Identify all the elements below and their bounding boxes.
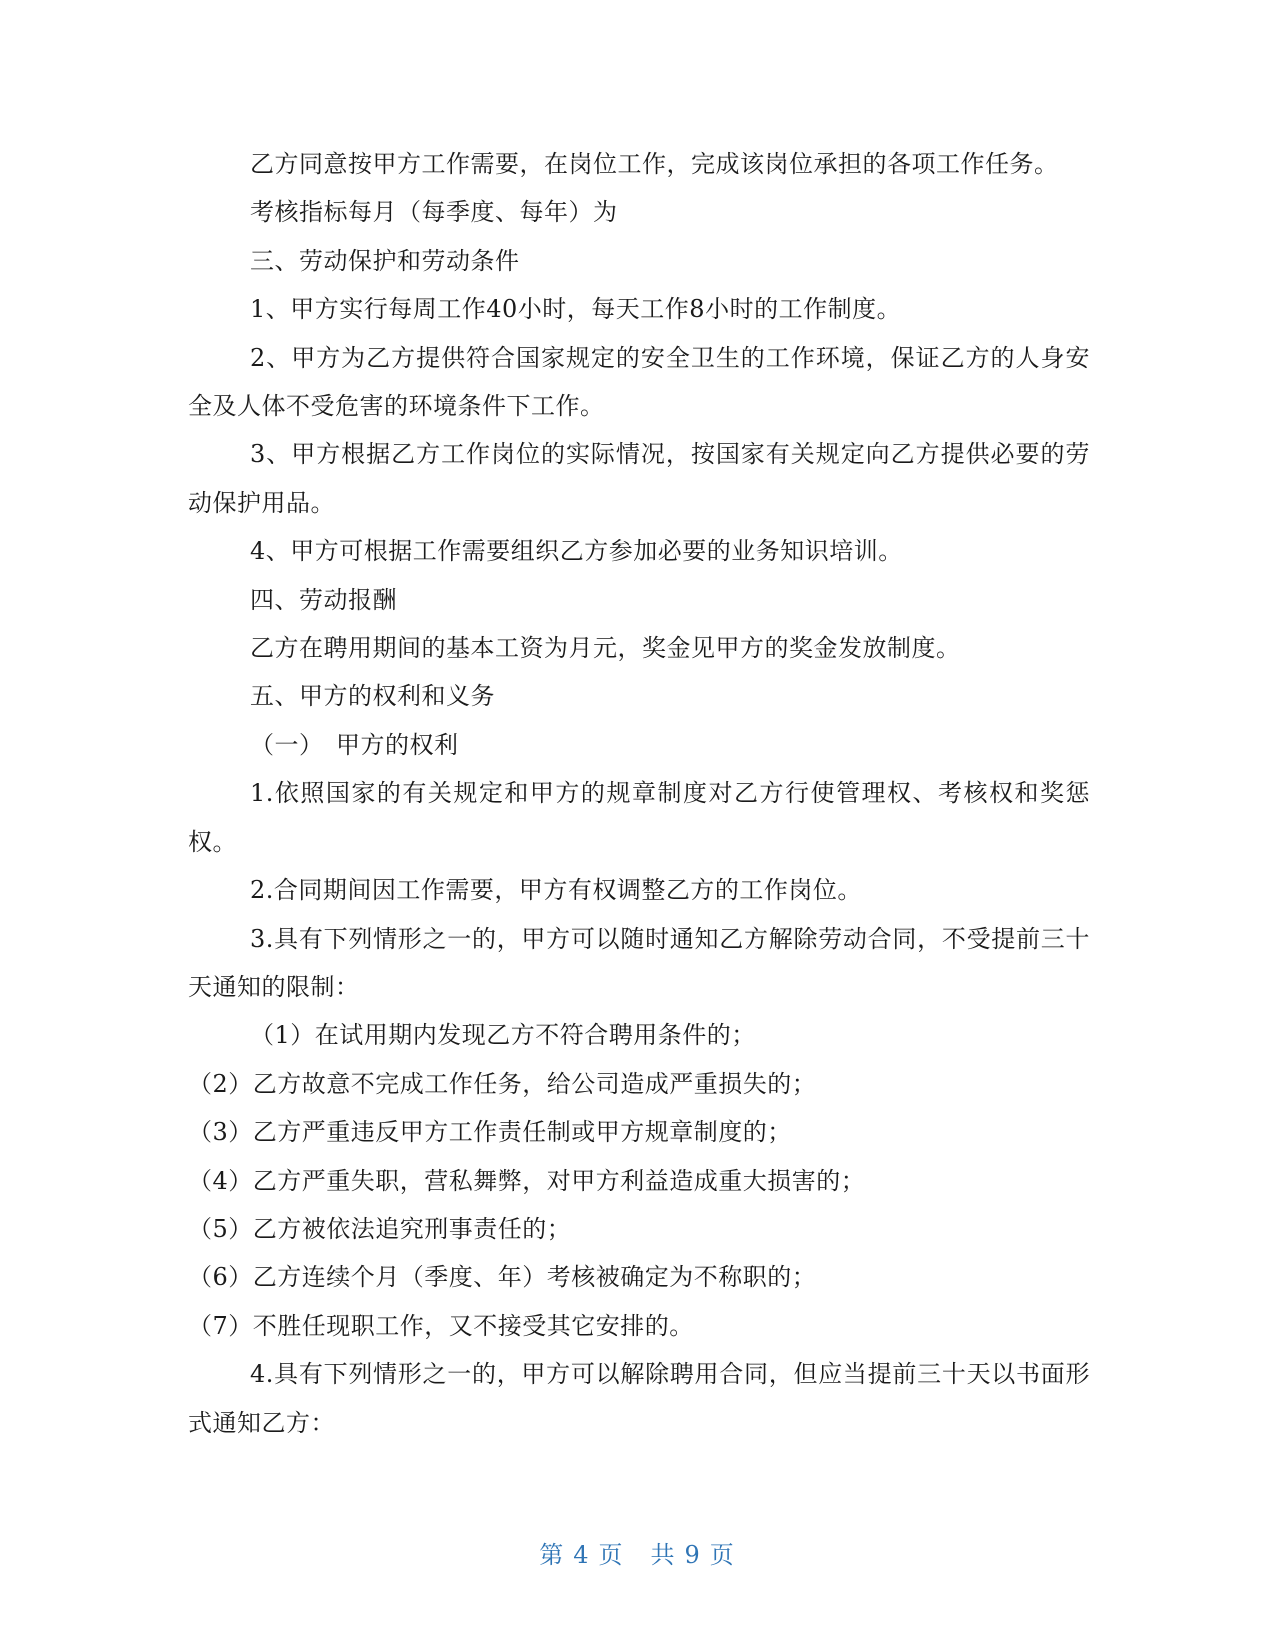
document-body [188, 140, 1090, 1447]
paragraph: 3.具有下列情形之一的，甲方可以随时通知乙方解除劳动合同，不受提前三十天通知的限制： [188, 924, 1090, 1001]
footer-middle: 页 共 [598, 1541, 677, 1569]
paragraph: 乙方同意按甲方工作需要，在岗位工作，完成该岗位承担的各项工作任务。 [250, 150, 1059, 178]
paragraph: 2、甲方为乙方提供符合国家规定的安全卫生的工作环境，保证乙方的人身安全及人体不受危害的环境条件下工作。 [188, 343, 1090, 421]
section-heading: 五、甲方的权利和义务 [250, 682, 495, 711]
paragraph: 1、甲方实行每周工作40小时，每天工作8小时的工作制度。 [250, 295, 902, 324]
paragraph: 考核指标每月（每季度、每年）为 [250, 198, 618, 227]
paragraph: 4、甲方可根据工作需要组织乙方参加必要的业务知识培训。 [250, 537, 903, 566]
section-heading: 三、劳动保护和劳动条件 [250, 246, 520, 275]
list-item: （3）乙方严重违反甲方工作责任制或甲方规章制度的； [188, 1118, 792, 1147]
paragraph: 3、甲方根据乙方工作岗位的实际情况，按国家有关规定向乙方提供必要的劳动保护用品。 [188, 440, 1090, 517]
list-item: （1）在试用期内发现乙方不符合聘用条件的； [250, 1021, 756, 1050]
total-pages-number: 9 [684, 1541, 702, 1569]
subsection-heading: （一） 甲方的权利 [250, 730, 459, 759]
footer-suffix: 页 [709, 1541, 736, 1569]
page-number-footer [0, 1535, 1275, 1570]
footer-prefix: 第 [539, 1541, 566, 1569]
paragraph: 4.具有下列情形之一的，甲方可以解除聘用合同，但应当提前三十天以书面形式通知乙方： [188, 1360, 1090, 1437]
paragraph: 乙方在聘用期间的基本工资为月元，奖金见甲方的奖金发放制度。 [250, 634, 961, 663]
list-item: （2）乙方故意不完成工作任务，给公司造成严重损失的； [188, 1069, 817, 1098]
list-item: （5）乙方被依法追究刑事责任的； [188, 1214, 572, 1243]
paragraph: 2.合同期间因工作需要，甲方有权调整乙方的工作岗位。 [250, 876, 862, 905]
section-heading: 四、劳动报酬 [250, 585, 397, 614]
current-page-number: 4 [573, 1541, 591, 1569]
list-item: （4）乙方严重失职，营私舞弊，对甲方利益造成重大损害的； [188, 1166, 866, 1195]
list-item: （6）乙方连续个月（季度、年）考核被确定为不称职的； [188, 1263, 817, 1292]
list-item: （7）不胜任现职工作，又不接受其它安排的。 [188, 1311, 694, 1340]
paragraph: 1.依照国家的有关规定和甲方的规章制度对乙方行使管理权、考核权和奖惩权。 [188, 779, 1090, 856]
